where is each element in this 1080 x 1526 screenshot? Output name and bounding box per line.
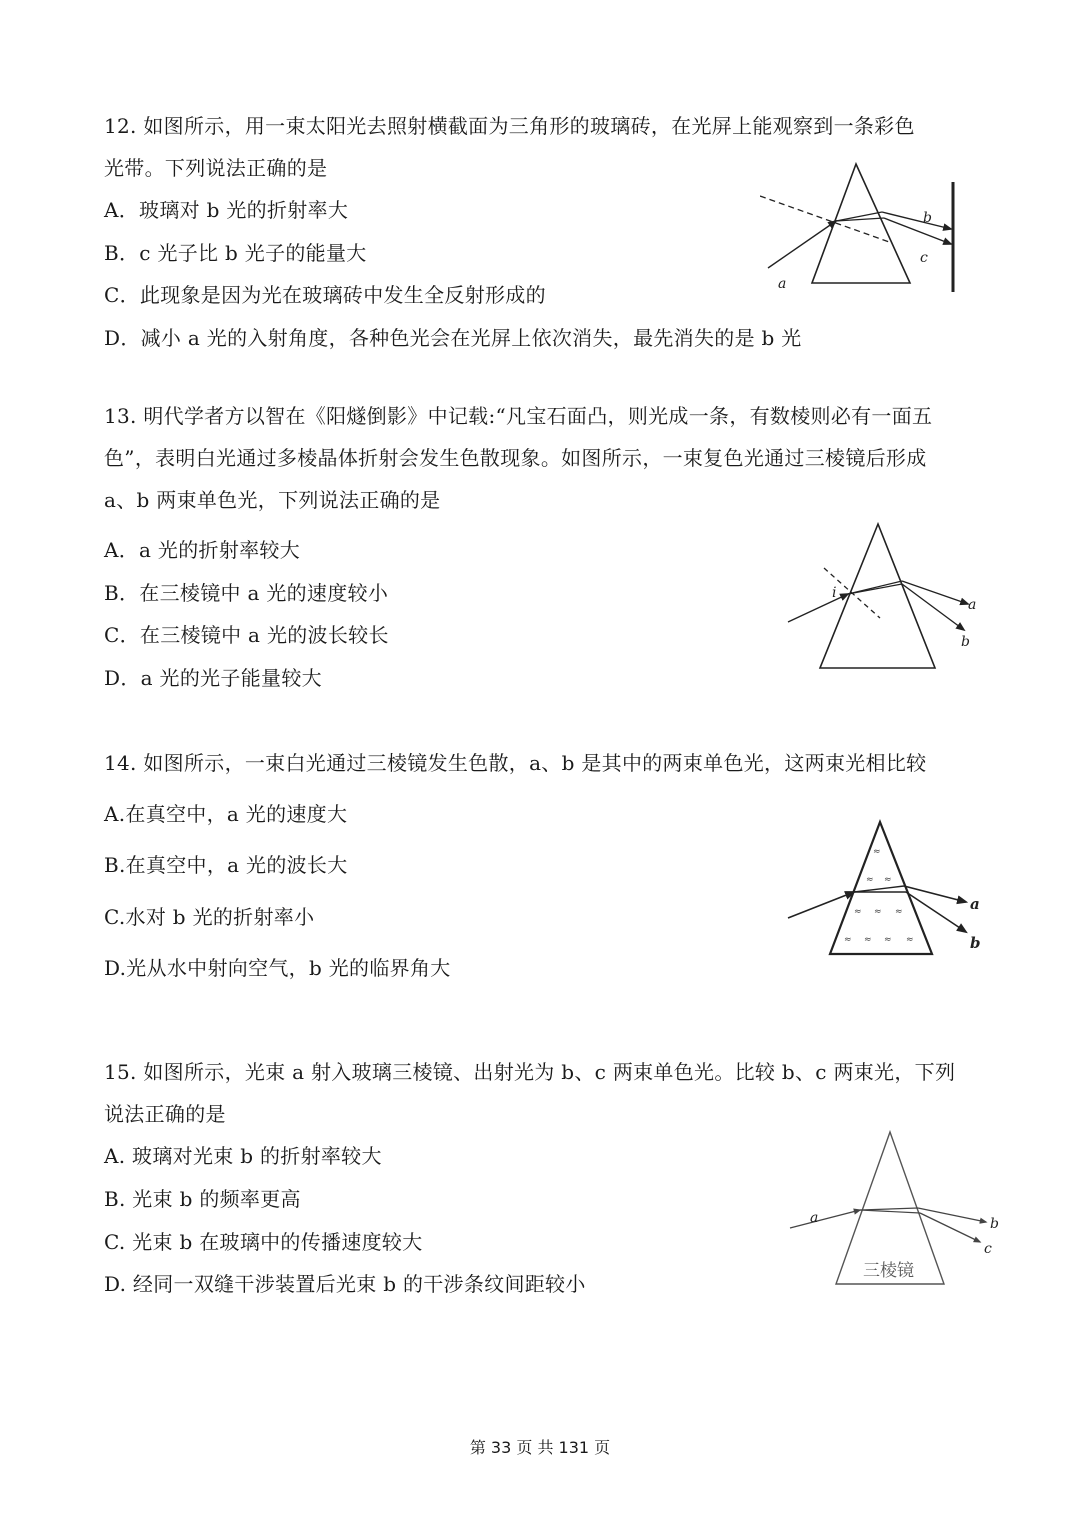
option-d: D．减小 a 光的入射角度，各种色光会在光屏上依次消失，最先消失的是 b 光 [104, 326, 802, 350]
incident-ray [790, 1210, 860, 1228]
svg-text:≈: ≈ [906, 935, 914, 945]
option-b: B．在三棱镜中 a 光的速度较小 [104, 581, 389, 605]
question-stem-line: 12. 如图所示，用一束太阳光去照射横截面为三角形的玻璃砖，在光屏上能观察到一条彩色 [104, 114, 915, 138]
svg-text:≈: ≈ [866, 875, 874, 885]
option-c: C. 光束 b 在玻璃中的传播速度较大 [104, 1230, 423, 1254]
svg-text:≈: ≈ [873, 847, 881, 857]
label-c: c [920, 250, 928, 266]
option-d: D.光从水中射向空气，b 光的临界角大 [104, 956, 451, 980]
page-number-footer: 第 33 页 共 131 页 [469, 1438, 611, 1457]
option-b: B. 光束 b 的频率更高 [104, 1187, 301, 1211]
option-a: A．玻璃对 b 光的折射率大 [104, 198, 349, 222]
question-stem-line: 14. 如图所示，一束白光通过三棱镜发生色散，a、b 是其中的两束单色光，这两束光相比较 [104, 751, 927, 775]
normal-line-dashed [760, 196, 892, 243]
incident-ray [788, 594, 848, 622]
label-a: a [810, 1210, 819, 1226]
ray-c [884, 218, 951, 244]
svg-text:≈: ≈ [895, 907, 903, 917]
question-stem-line: a、b 两束单色光，下列说法正确的是 [104, 488, 441, 512]
option-d: D．a 光的光子能量较大 [104, 666, 322, 690]
water-prism-figure-14 [780, 816, 990, 966]
label-a: a [778, 276, 787, 292]
ray-a [904, 886, 966, 902]
label-b: b [923, 210, 932, 226]
svg-text:≈: ≈ [854, 907, 862, 917]
svg-text:≈: ≈ [864, 935, 872, 945]
label-i: i [832, 585, 837, 601]
label-b: b [990, 1216, 999, 1232]
ray-b [918, 1208, 986, 1222]
svg-text:≈: ≈ [884, 875, 892, 885]
svg-text:≈: ≈ [874, 907, 882, 917]
ray-a [902, 581, 968, 604]
prism-label: 三棱镜 [863, 1261, 914, 1281]
label-a: a [970, 895, 980, 913]
question-stem-line: 13. 明代学者方以智在《阳燧倒影》中记载:“凡宝石面凸，则光成一条，有数棱则必有一面五 [104, 404, 933, 428]
prism-figure-15 [780, 1126, 1000, 1291]
label-a: a [968, 597, 977, 613]
option-b: B．c 光子比 b 光子的能量大 [104, 241, 367, 265]
option-c: C．此现象是因为光在玻璃砖中发生全反射形成的 [104, 283, 546, 307]
prism-outline [812, 164, 910, 283]
option-c: C.水对 b 光的折射率小 [104, 905, 315, 929]
option-b: B.在真空中，a 光的波长大 [104, 853, 348, 877]
prism-figure-13 [780, 518, 990, 678]
option-a: A. 玻璃对光束 b 的折射率较大 [104, 1144, 382, 1168]
option-d: D. 经同一双缝干涉装置后光束 b 的干涉条纹间距较小 [104, 1272, 586, 1296]
svg-text:≈: ≈ [884, 935, 892, 945]
question-stem-line: 15. 如图所示，光束 a 射入玻璃三棱镜、出射光为 b、c 两束单色光。比较 b、c 两束光，下列 [104, 1060, 956, 1084]
question-stem-line: 光带。下列说法正确的是 [104, 156, 328, 180]
option-a: A．a 光的折射率较大 [104, 538, 301, 562]
ray-c [920, 1213, 980, 1242]
label-b: b [970, 934, 981, 952]
svg-text:≈: ≈ [844, 935, 852, 945]
option-c: C．在三棱镜中 a 光的波长较长 [104, 623, 389, 647]
water-marks [844, 847, 914, 945]
prism-figure-12 [760, 158, 970, 303]
label-b: b [961, 634, 970, 650]
label-c: c [984, 1241, 992, 1257]
question-stem-line: 色”，表明白光通过多棱晶体折射会发生色散现象。如图所示，一束复色光通过三棱镜后形成 [104, 446, 927, 470]
question-stem-line: 说法正确的是 [104, 1102, 226, 1126]
option-a: A.在真空中，a 光的速度大 [104, 802, 348, 826]
